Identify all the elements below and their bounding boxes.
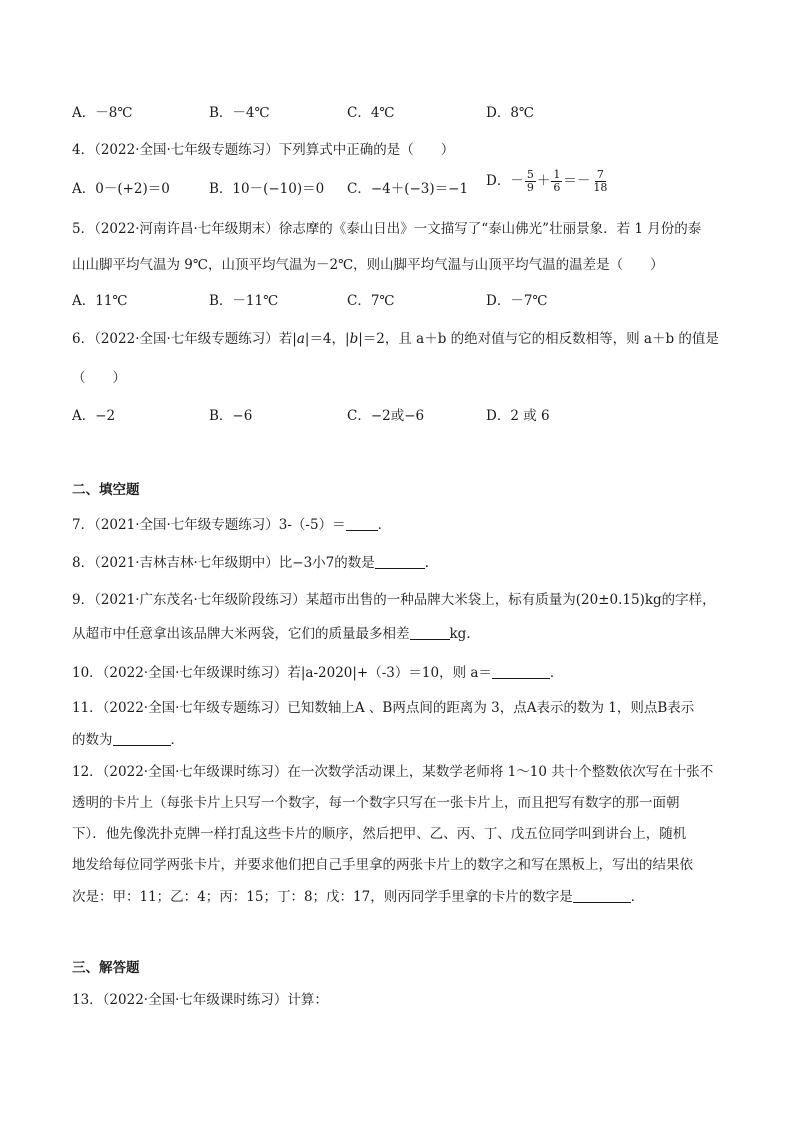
q8: 8．（2021·吉林吉林·七年级期中）比−3小7的数是 ． <box>72 555 439 571</box>
q6-line-2: （ ） <box>72 370 126 386</box>
q11-line-1: 11．（2022·全国·七年级专题练习）已知数轴上A 、B两点间的距离为 3，点A表示的数为 1，则点B表示 <box>72 700 695 716</box>
q4-option-c: C．−4＋(−3)＝−1 <box>347 181 469 197</box>
q4-option-b: B．10－(−10)＝0 <box>209 181 325 197</box>
q13-stem: 13．（2022·全国·七年级课时练习）计算： <box>72 992 328 1008</box>
q12-line-5: 次是：甲：11；乙：4；丙：15；丁：8；戊：17，则丙同学手里拿的卡片的数字是 ． <box>72 889 645 905</box>
abs-b: |b| <box>345 331 363 347</box>
q4-option-d <box>486 169 610 194</box>
q11-line-2: 的数为 ． <box>72 732 184 748</box>
q12-answer-blank[interactable] <box>573 889 631 903</box>
q6-line-1: 6．（2022·全国·七年级专题练习）若|a|＝4，|b|＝2，且 a＋b 的绝对值与它的相反数相等，则 a＋b 的值是 <box>72 331 719 347</box>
q3-option-d: D．8℃ <box>486 105 535 121</box>
fraction-1-6: $\frac{1}{6}$ <box>553 168 561 194</box>
q5-option-c: C．7℃ <box>347 293 395 309</box>
q12-line-1: 12．（2022·全国·七年级课时练习）在一次数学活动课上，某数学老师将 1～10 共十个整数依次写在十张不 <box>72 764 714 780</box>
q7-answer-blank[interactable] <box>346 517 378 531</box>
q5-option-b: B．－11℃ <box>209 293 279 309</box>
q12-line-4: 地发给每位同学两张卡片，并要求他们把自己手里拿的两张卡片上的数字之和写在黑板上，写出的结果依 <box>72 857 693 873</box>
q4-d-plus: ＋ <box>536 173 551 189</box>
q6-option-a: A．−2 <box>72 408 116 424</box>
fraction-7-18: $\frac{7}{18}$ <box>593 168 608 194</box>
q9-answer-blank[interactable] <box>410 626 450 640</box>
q11-answer-blank[interactable] <box>113 732 171 746</box>
q5-option-d: D．－7℃ <box>486 293 548 309</box>
section-heading-solve: 三、解答题 <box>72 960 140 976</box>
q3-option-c: C．4℃ <box>347 105 395 121</box>
q4-d-equals: ＝－ <box>563 173 591 189</box>
q5-option-a: A．11℃ <box>72 293 128 309</box>
q4-d-prefix: D．－ <box>486 173 524 189</box>
q8-answer-blank[interactable] <box>375 555 425 569</box>
q9-line-1: 9．（2021·广东茂名·七年级阶段练习）某超市出售的一种品牌大米袋上，标有质量为(20±0.15)kg的字样， <box>72 592 716 608</box>
q6-option-b: B．−6 <box>209 408 253 424</box>
q10: 10．（2022·全国·七年级课时练习）若|a-2020|+（-3）＝10，则 a＝ ． <box>72 665 564 681</box>
q6-option-d: D．2 或 6 <box>486 408 550 424</box>
q9-line-2: 从超市中任意拿出该品牌大米两袋，它们的质量最多相差 kg． <box>72 626 480 642</box>
q4-stem: 4．（2022·全国·七年级专题练习）下列算式中正确的是（ ） <box>72 142 455 158</box>
q6-option-c: C．−2或−6 <box>347 408 425 424</box>
q10-answer-blank[interactable] <box>492 665 550 679</box>
q3-option-b: B．－4℃ <box>209 105 270 121</box>
q5-line-2: 山山脚平均气温为 9℃，山顶平均气温为－2℃，则山脚平均气温与山顶平均气温的温差是（ ） <box>72 257 664 273</box>
q5-line-1: 5．（2022·河南许昌·七年级期末）徐志摩的《泰山日出》一文描写了“泰山佛光”壮丽景象．若 1 月份的泰 <box>72 221 702 237</box>
q7: 7．（2021·全国·七年级专题练习）3-（-5）＝ ． <box>72 517 392 533</box>
q12-line-3: 下）．他先像洗扑克牌一样打乱这些卡片的顺序，然后把甲、乙、丙、丁、戊五位同学叫到讲台上，随机 <box>72 826 687 842</box>
section-heading-fill-in: 二、填空题 <box>72 482 140 498</box>
q3-option-a: A．－8℃ <box>72 105 133 121</box>
fraction-5-9: $\frac{5}{9}$ <box>526 168 534 194</box>
q4-option-a: A．0－(+2)＝0 <box>72 181 170 197</box>
q12-line-2: 透明的卡片上（每张卡片上只写一个数字，每一个数字只写在一张卡片上，而且把写有数字的那一面朝 <box>72 795 680 811</box>
abs-a: |a| <box>292 331 310 347</box>
